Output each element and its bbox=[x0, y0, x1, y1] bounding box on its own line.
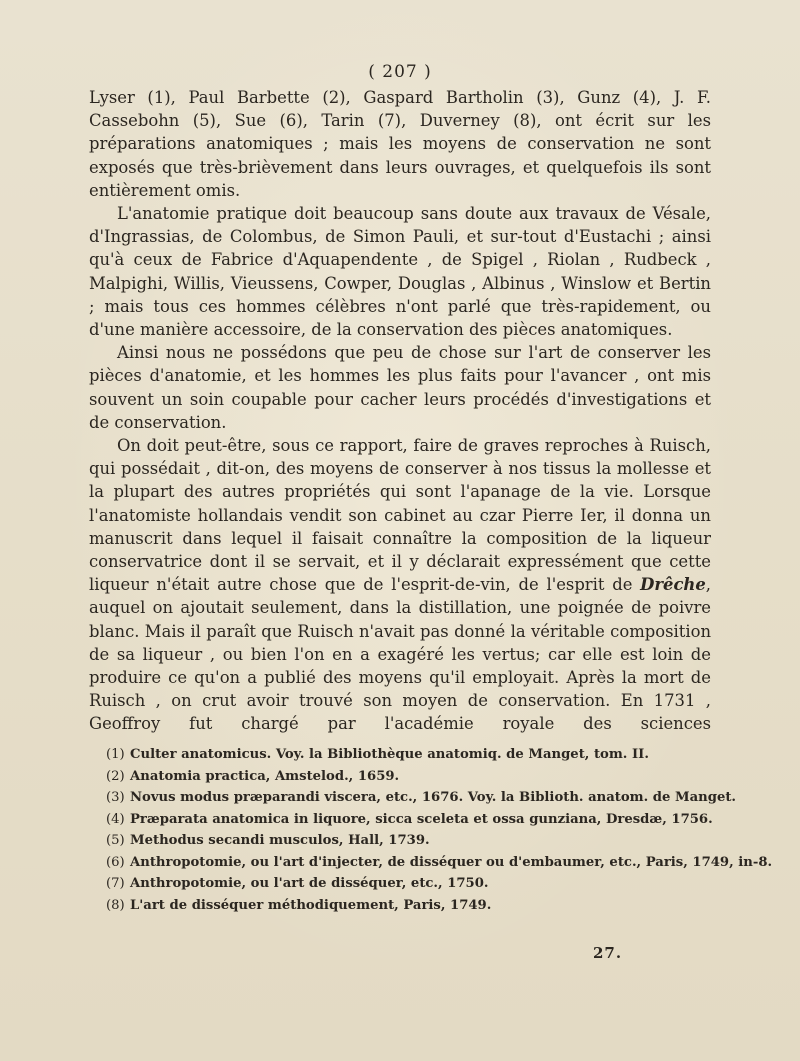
footnote bbox=[106, 766, 716, 788]
paragraph-4-part-1: On doit peut-être, sous ce rapport, faire de graves reproches à Ruisch, qui possédait , dit-on, des moyens de conserver à nos tissus la mollesse et la plupart des autres propriétés qui sont l'apanage de la vie. Lorsque l'anatomiste hollandais vendit son cabinet au czar Pierre Ier, il donna un manuscrit dans lequel il faisait connaître la composition de la liqueur conservatrice dont il se servait, et il y déclarait expressément que cette liqueur n'était autre chose que de l'esprit-de-vin, de l'esprit de bbox=[89, 436, 711, 595]
paragraph-4-italic-term: Drêche bbox=[640, 575, 706, 595]
footnote-text: Methodus secandi musculos, Hall, 1739. bbox=[130, 833, 430, 848]
footnote bbox=[106, 895, 716, 917]
paragraph-1: Lyser (1), Paul Barbette (2), Gaspard Bartholin (3), Gunz (4), J. F. Cassebohn (5), Sue (6), Tarin (7), Duverney (8), ont écrit sur les préparations anatomiques ; mais les moyens de conservation ne sont exposés que très-brièvement dans leurs ouvrages, et quelquefois ils sont entièrement omis. bbox=[89, 88, 711, 200]
signature-mark: 27. bbox=[593, 944, 623, 962]
footnote-number: (3) bbox=[106, 790, 125, 805]
footnote-text: Culter anatomicus. Voy. la Bibliothèque anatomiq. de Manget, tom. II. bbox=[130, 747, 649, 762]
footnote-text: Anthropotomie, ou l'art d'injecter, de disséquer ou d'embaumer, etc., Paris, 1749, in-8. bbox=[130, 854, 773, 870]
footnotes bbox=[106, 744, 773, 916]
footnote-number: (2) bbox=[106, 768, 125, 784]
body-text bbox=[89, 86, 711, 736]
footnote-text: Præparata anatomica in liquore, sicca sceleta et ossa gunziana, Dresdæ, 1756. bbox=[130, 811, 713, 827]
footnote-text: L'art de disséquer méthodiquement, Paris, 1749. bbox=[130, 897, 492, 913]
footnote bbox=[106, 873, 716, 895]
paragraph-4 bbox=[89, 434, 711, 736]
footnote-text: Anatomia practica, Amstelod., 1659. bbox=[130, 768, 400, 784]
footnote-number: (6) bbox=[106, 854, 125, 870]
footnote-text: Novus modus præparandi viscera, etc., 1676. Voy. la Biblioth. anatom. de Manget. bbox=[130, 790, 737, 805]
footnote bbox=[106, 744, 716, 766]
footnote-number: (4) bbox=[106, 811, 125, 827]
page-number: ( 207 ) bbox=[368, 62, 432, 82]
footnote-number: (7) bbox=[106, 876, 125, 891]
footnote bbox=[106, 830, 716, 852]
paragraph-3: Ainsi nous ne possédons que peu de chose sur l'art de conserver les pièces d'anatomie, et les hommes les plus faits pour l'avancer , ont mis souvent un soin coupable pour cacher leurs procédés d'investigations et de conservation. bbox=[89, 343, 711, 432]
footnote-text: Anthropotomie, ou l'art de disséquer, etc., 1750. bbox=[130, 876, 489, 891]
footnote-number: (8) bbox=[106, 897, 125, 913]
footnote-number: (5) bbox=[106, 833, 125, 848]
footnote bbox=[106, 787, 737, 809]
footnote-number: (1) bbox=[106, 747, 125, 762]
paragraph-4-part-2: , auquel on ajoutait seulement, dans la distillation, une poignée de poivre blanc. Mais il paraît que Ruisch n'avait pas donné la véritable composition de sa liqueur , ou bien l'on en a exagéré les vertus; car elle est loin de produire ce qu'on a publié des moyens qu'il employait. Après la mort de Ruisch , on crut avoir trouvé son moyen de conservation. En 1731 , Geoffroy fut chargé par l'académie royale des sciences bbox=[89, 575, 711, 734]
footnote bbox=[106, 809, 716, 831]
paragraph-2: L'anatomie pratique doit beaucoup sans doute aux travaux de Vésale, d'Ingrassias, de Colombus, de Simon Pauli, et sur-tout d'Eustachi ; ainsi qu'à ceux de Fabrice d'Aquapendente , de Spigel , Riolan , Rudbeck , Malpighi, Willis, Vieussens, Cowper, Douglas , Albinus , Winslow et Bertin ; mais tous ces hommes célèbres n'ont parlé que très-rapidement, ou d'une manière accessoire, de la conservation des pièces anatomiques. bbox=[89, 204, 711, 340]
footnote bbox=[106, 852, 773, 874]
